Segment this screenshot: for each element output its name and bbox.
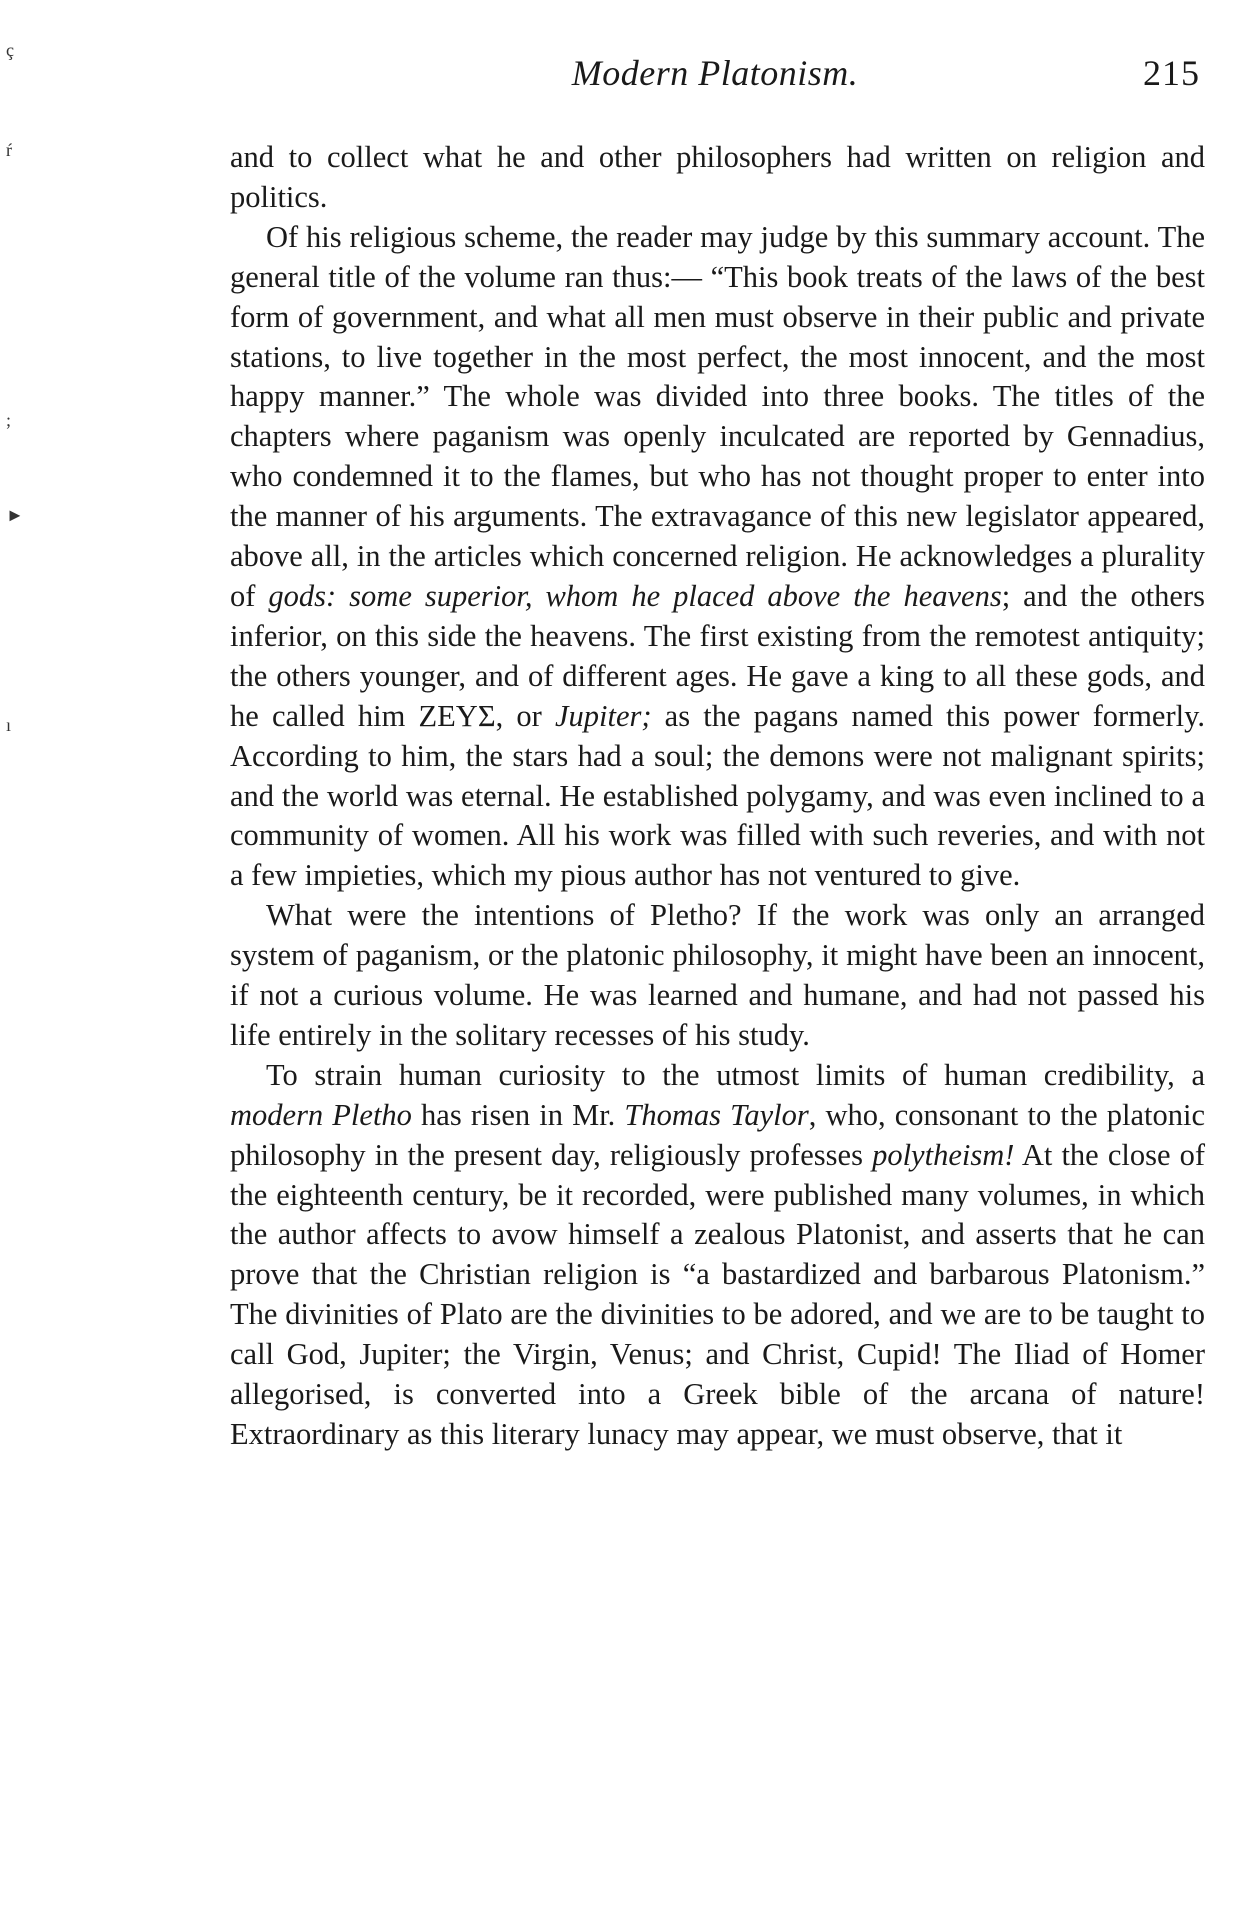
text-run: What were the intentions of Pletho? If the work was only an arranged system of paganism, or the platonic philosophy, it might have been an innocent, if not a curious volume. He was learned and humane, and had not passed his life entirely in the solitary recesses of his study. bbox=[230, 898, 1205, 1052]
paragraph bbox=[230, 896, 1205, 1056]
paragraph bbox=[230, 1056, 1205, 1455]
running-title: Modern Platonism. bbox=[571, 53, 859, 93]
page-header bbox=[230, 52, 1200, 112]
italic-text: Jupiter; bbox=[554, 698, 652, 733]
italic-text: polytheism! bbox=[872, 1137, 1015, 1172]
text-run: has risen in Mr. bbox=[411, 1097, 625, 1132]
text-run: At the close of the eighteenth century, be it recorded, were published many volumes, in which the author affects to avow himself a zealous Platonist, and asserts that he can prove that the Christian religion is “a bastardized and barbarous Platonism.” The divinities of Plato are the divinities to be adored, and we are to be taught to call God, Jupiter; the Virgin, Venus; and Christ, Cupid! The Iliad of Homer allegorised, is converted into a Greek bible of the arcana of nature! Extraordinary as this literary lunacy may appear, we must observe, that it bbox=[230, 1137, 1206, 1451]
text-run: , who, consonant to the platonic philosophy in the present day, religiously professes bbox=[230, 1097, 1205, 1172]
margin-mark: ç bbox=[6, 40, 14, 60]
margin-mark: ► bbox=[6, 505, 24, 525]
body-text bbox=[230, 138, 1205, 1455]
margin-mark: ŕ bbox=[6, 140, 12, 160]
text-run: Of his religious scheme, the reader may judge by this summary account. The general title of the volume ran thus:— “This book treats of the laws of the best form of government, and what all men must observe in their public and private stations, to live together in the most perfect, the most innocent, and the most happy manner.” The whole was divided into three books. The titles of the chapters where paganism was openly inculcated are reported by Gennadius, who condemned it to the flames, but who has not thought proper to enter into the manner of his arguments. The extravagance of this new legislator appeared, above all, in the articles which concerned religion. He acknowledges a plurality of bbox=[230, 219, 1205, 613]
page-number: 215 bbox=[1143, 53, 1200, 93]
italic-text: modern Pletho bbox=[230, 1097, 412, 1132]
margin-mark: ; bbox=[6, 410, 12, 430]
text-run: and to collect what he and other philosophers had written on religion and politics. bbox=[230, 140, 1205, 214]
text-run: ; and the others inferior, on this side the heavens. The first existing from the remotest antiquity; the others younger, and of different ages. He gave a king to all these gods, and he called him ΖΕΥΣ, or bbox=[230, 578, 1205, 733]
italic-text: Thomas Taylor bbox=[624, 1097, 809, 1132]
paragraph bbox=[230, 138, 1205, 218]
paragraph bbox=[230, 218, 1205, 896]
margin-mark: ı bbox=[6, 715, 12, 735]
text-run: To strain human curiosity to the utmost limits of human credibility, a bbox=[266, 1057, 1205, 1092]
italic-text: gods: some superior, whom he placed above the heavens bbox=[268, 578, 1002, 613]
text-run: as the pagans named this power formerly. According to him, the stars had a soul; the demons were not malignant spirits; and the world was eternal. He established polygamy, and was even inclined to a community of women. All his work was filled with such reveries, and with not a few impieties, which my pious author has not ventured to give. bbox=[230, 698, 1205, 893]
